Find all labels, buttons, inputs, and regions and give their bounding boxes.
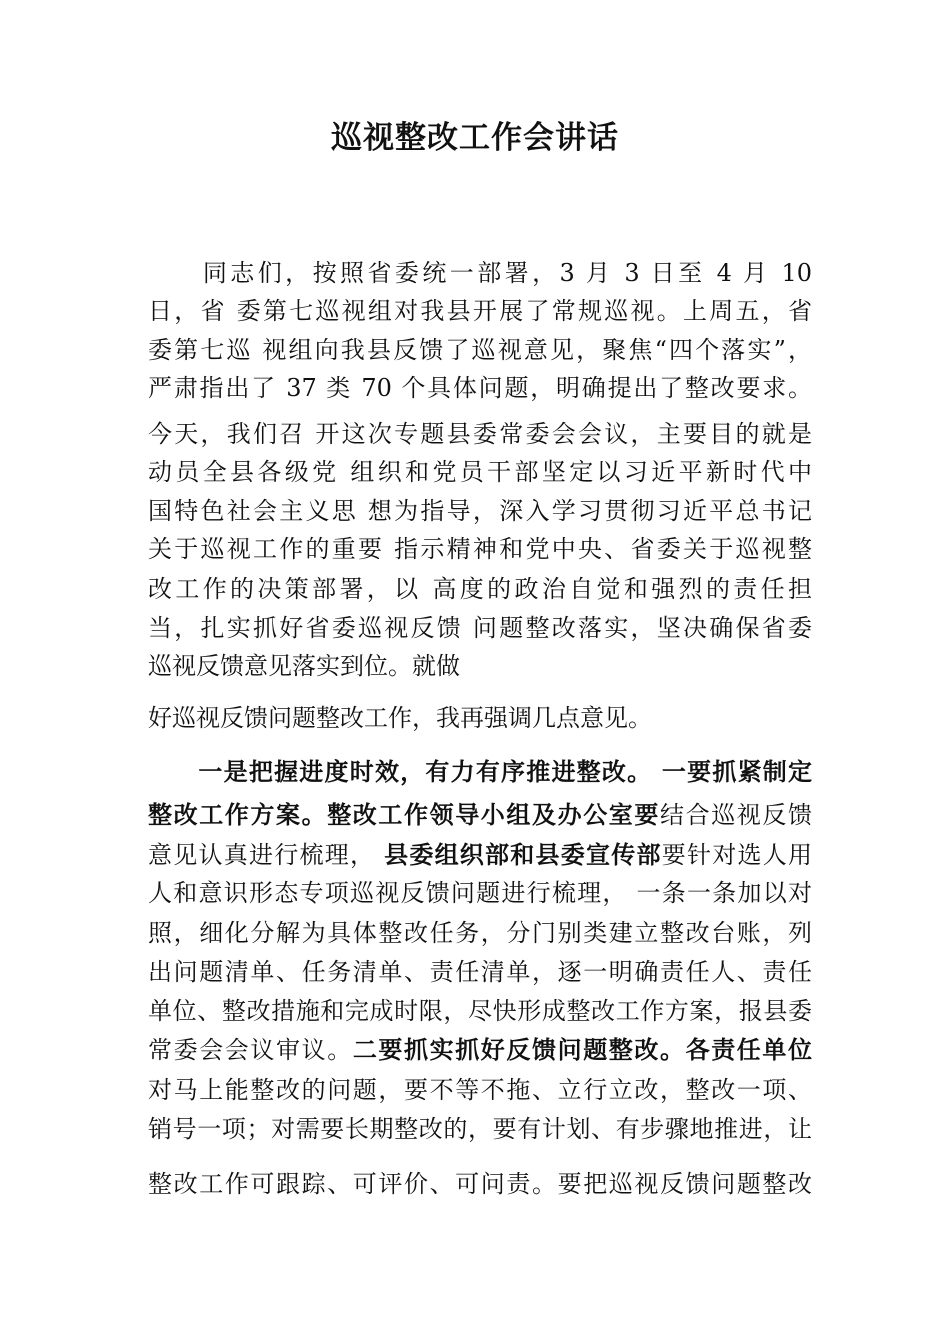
text-segment: 今天，我们召 开这次专题县委常委会会议，主要目的就是 <box>148 420 812 448</box>
bold-text-segment: 二要抓实抓好反馈问题整改。各责任单位 <box>352 1035 813 1064</box>
paragraph-line <box>148 1030 812 1070</box>
paragraph-line <box>148 913 812 953</box>
text-segment: 单位、整改措施和完成时限，尽快形成整改工作方案，报县委 <box>148 997 812 1025</box>
paragraph-line <box>148 529 812 569</box>
text-segment: 整改工作可跟踪、可评价、可问责。要把巡视反馈问题整改 <box>148 1170 812 1198</box>
paragraph-line <box>148 608 812 648</box>
text-segment: 常委会会议审议。 <box>148 1036 353 1064</box>
text-segment: 照，细化分解为具体整改任务，分门别类建立整改台账，列 <box>148 919 812 947</box>
text-segment: 关于巡视工作的重要 指示精神和党中央、省委关于巡视整 <box>148 535 812 563</box>
paragraph-line <box>148 491 812 531</box>
bold-text-segment: 整改工作方案。整改工作领导小组及办公室要 <box>148 800 660 829</box>
paragraph-line <box>148 752 812 792</box>
paragraph-line <box>148 1109 812 1149</box>
text-segment: 巡视反馈意见落实到位。就做 <box>148 652 460 680</box>
paragraph-line <box>148 452 812 492</box>
text-segment: 改工作的决策部署，以 高度的政治自觉和强烈的责任担 <box>148 575 812 603</box>
paragraph-line <box>148 873 812 913</box>
paragraph-line <box>148 835 812 875</box>
text-segment: 人和意识形态专项巡视反馈问题进行梳理， 一条一条加以对 <box>148 879 812 907</box>
paragraph-line <box>148 291 812 331</box>
text-segment: 委第七巡 视组向我县反馈了巡视意见，聚焦“四个落实”， <box>148 336 812 364</box>
bold-text-segment: 一要抓紧制定 <box>652 757 813 786</box>
bold-text-segment: 县委组织部和县委宣传部 <box>384 840 662 869</box>
text-segment: 出问题清单、任务清单、责任清单，逐一明确责任人、责任 <box>148 958 812 986</box>
paragraph-line <box>148 368 812 408</box>
paragraph-line <box>148 1164 812 1204</box>
text-segment: 销号一项；对需要长期整改的，要有计划、有步骤地推进，让 <box>148 1115 812 1143</box>
paragraph-line <box>148 646 812 686</box>
text-segment: 结合巡视反馈 <box>660 801 812 829</box>
text-segment: 严肃指出了 37 类 70 个具体问题，明确提出了整改要求。 <box>148 374 812 402</box>
paragraph-line <box>148 991 812 1031</box>
text-segment: 要针对选人用 <box>661 841 813 869</box>
text-segment: 日，省 委第七巡视组对我县开展了常规巡视。上周五，省 <box>148 297 812 325</box>
text-segment: 意见认真进行梳理， <box>148 841 385 869</box>
text-segment: 动员全县各级党 组织和党员干部坚定以习近平新时代中 <box>148 458 812 486</box>
paragraph-line <box>148 569 812 609</box>
paragraph-line <box>148 414 812 454</box>
text-segment: 好巡视反馈问题整改工作，我再强调几点意见。 <box>148 704 652 732</box>
bold-text-segment: 一是把握进度时效，有力有序推进整改。 <box>148 757 653 786</box>
paragraph-line <box>148 952 812 992</box>
paragraph-line <box>148 795 812 835</box>
document-title: 巡视整改工作会讲话 <box>331 120 619 156</box>
text-segment: 对马上能整改的问题，要不等不拖、立行立改，整改一项、 <box>148 1076 812 1104</box>
paragraph-line <box>148 698 812 738</box>
text-segment: 当，扎实抓好省委巡视反馈 问题整改落实，坚决确保省委 <box>148 614 812 642</box>
paragraph-line <box>148 330 812 370</box>
text-segment: 同志们，按照省委统一部署，3 月 3 日至 4 月 10 <box>148 259 812 287</box>
text-segment: 国特色社会主义思 想为指导，深入学习贯彻习近平总书记 <box>148 497 812 525</box>
paragraph-line <box>148 1070 812 1110</box>
paragraph-line <box>148 253 812 293</box>
